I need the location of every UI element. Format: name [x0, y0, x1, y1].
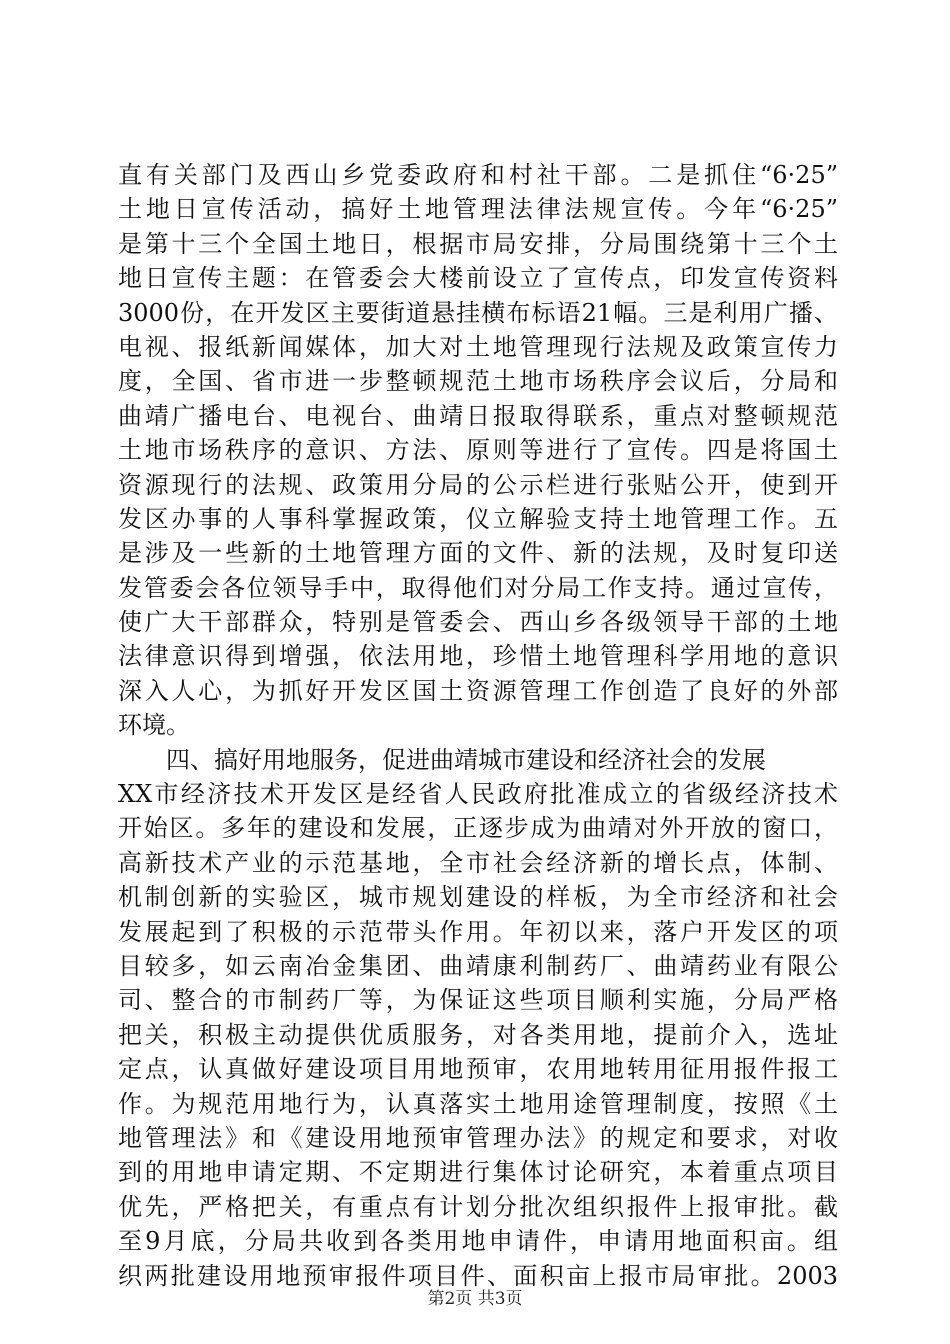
paragraph-end-line: 环境。 [118, 711, 190, 740]
text-line: 织两批建设用地预审报件项目件、面积亩上报市局审批。2003 [118, 1261, 838, 1290]
text-line: 土地市场秩序的意识、方法、原则等进行了宣传。四是将国土 [118, 436, 838, 465]
body-text [118, 158, 838, 1293]
text-line: 发区办事的人事科掌握政策，仪立解验支持土地管理工作。五 [118, 504, 838, 533]
text-line: 直有关部门及西山乡党委政府和村社干部。二是抓住“6·25” [118, 161, 838, 189]
text-line: 3000份，在开发区主要街道悬挂横布标语21幅。三是利用广播、 [118, 298, 838, 327]
text-line: XX市经济技术开发区是经省人民政府批准成立的省级经济技术 [118, 780, 838, 809]
text-line: 把关，积极主动提供优质服务，对各类用地，提前介入，选址 [118, 1020, 838, 1049]
text-line: 土地日宣传活动，搞好土地管理法律法规宣传。今年“6·25” [118, 195, 838, 224]
text-line: 地日宣传主题：在管委会大楼前设立了宣传点，印发宣传资料 [118, 264, 838, 293]
text-line: 高新技术产业的示范基地，全市社会经济新的增长点，体制、 [118, 848, 838, 877]
text-line: 到的用地申请定期、不定期进行集体讨论研究，本着重点项目 [118, 1158, 838, 1187]
text-line: 发管委会各位领导手中，取得他们对分局工作支持。通过宣传， [118, 573, 838, 602]
text-line: 至9月底，分局共收到各类用地申请件，申请用地面积亩。组 [118, 1227, 838, 1256]
text-line: 是第十三个全国土地日，根据市局安排，分局围绕第十三个土 [118, 229, 838, 258]
text-line: 曲靖广播电台、电视台、曲靖日报取得联系，重点对整顿规范 [118, 401, 838, 430]
section-heading: 四、搞好用地服务，促进曲靖城市建设和经济社会的发展 [166, 745, 766, 774]
text-line: 法律意识得到增强，依法用地，珍惜土地管理科学用地的意识 [118, 642, 838, 671]
page-number-footer: 第2页 共3页 [427, 1289, 523, 1309]
text-line: 定点，认真做好建设项目用地预审，农用地转用征用报件报工 [118, 1055, 838, 1084]
text-line: 发展起到了积极的示范带头作用。年初以来，落户开发区的项 [118, 917, 838, 946]
text-line: 开始区。多年的建设和发展，正逐步成为曲靖对外开放的窗口， [118, 814, 838, 843]
text-line: 目较多，如云南冶金集团、曲靖康利制药厂、曲靖药业有限公 [118, 951, 838, 980]
text-line: 资源现行的法规、政策用分局的公示栏进行张贴公开，使到开 [118, 470, 838, 499]
text-line: 司、整合的市制药厂等，为保证这些项目顺利实施，分局严格 [118, 986, 838, 1015]
text-line: 是涉及一些新的土地管理方面的文件、新的法规，及时复印送 [118, 539, 838, 568]
text-line: 优先，严格把关，有重点有计划分批次组织报件上报审批。截 [118, 1192, 838, 1221]
text-line: 机制创新的实验区，城市规划建设的样板，为全市经济和社会 [118, 883, 838, 912]
text-line: 电视、报纸新闻媒体，加大对土地管理现行法规及政策宣传力 [118, 332, 838, 361]
text-line: 使广大干部群众，特别是管委会、西山乡各级领导干部的土地 [118, 608, 838, 637]
text-line: 度，全国、省市进一步整顿规范土地市场秩序会议后，分局和 [118, 367, 838, 396]
text-line: 深入人心，为抓好开发区国土资源管理工作创造了良好的外部 [118, 676, 838, 705]
text-line: 作。为规范用地行为，认真落实土地用途管理制度，按照《土 [118, 1089, 838, 1118]
text-line: 地管理法》和《建设用地预审管理办法》的规定和要求，对收 [118, 1123, 838, 1152]
